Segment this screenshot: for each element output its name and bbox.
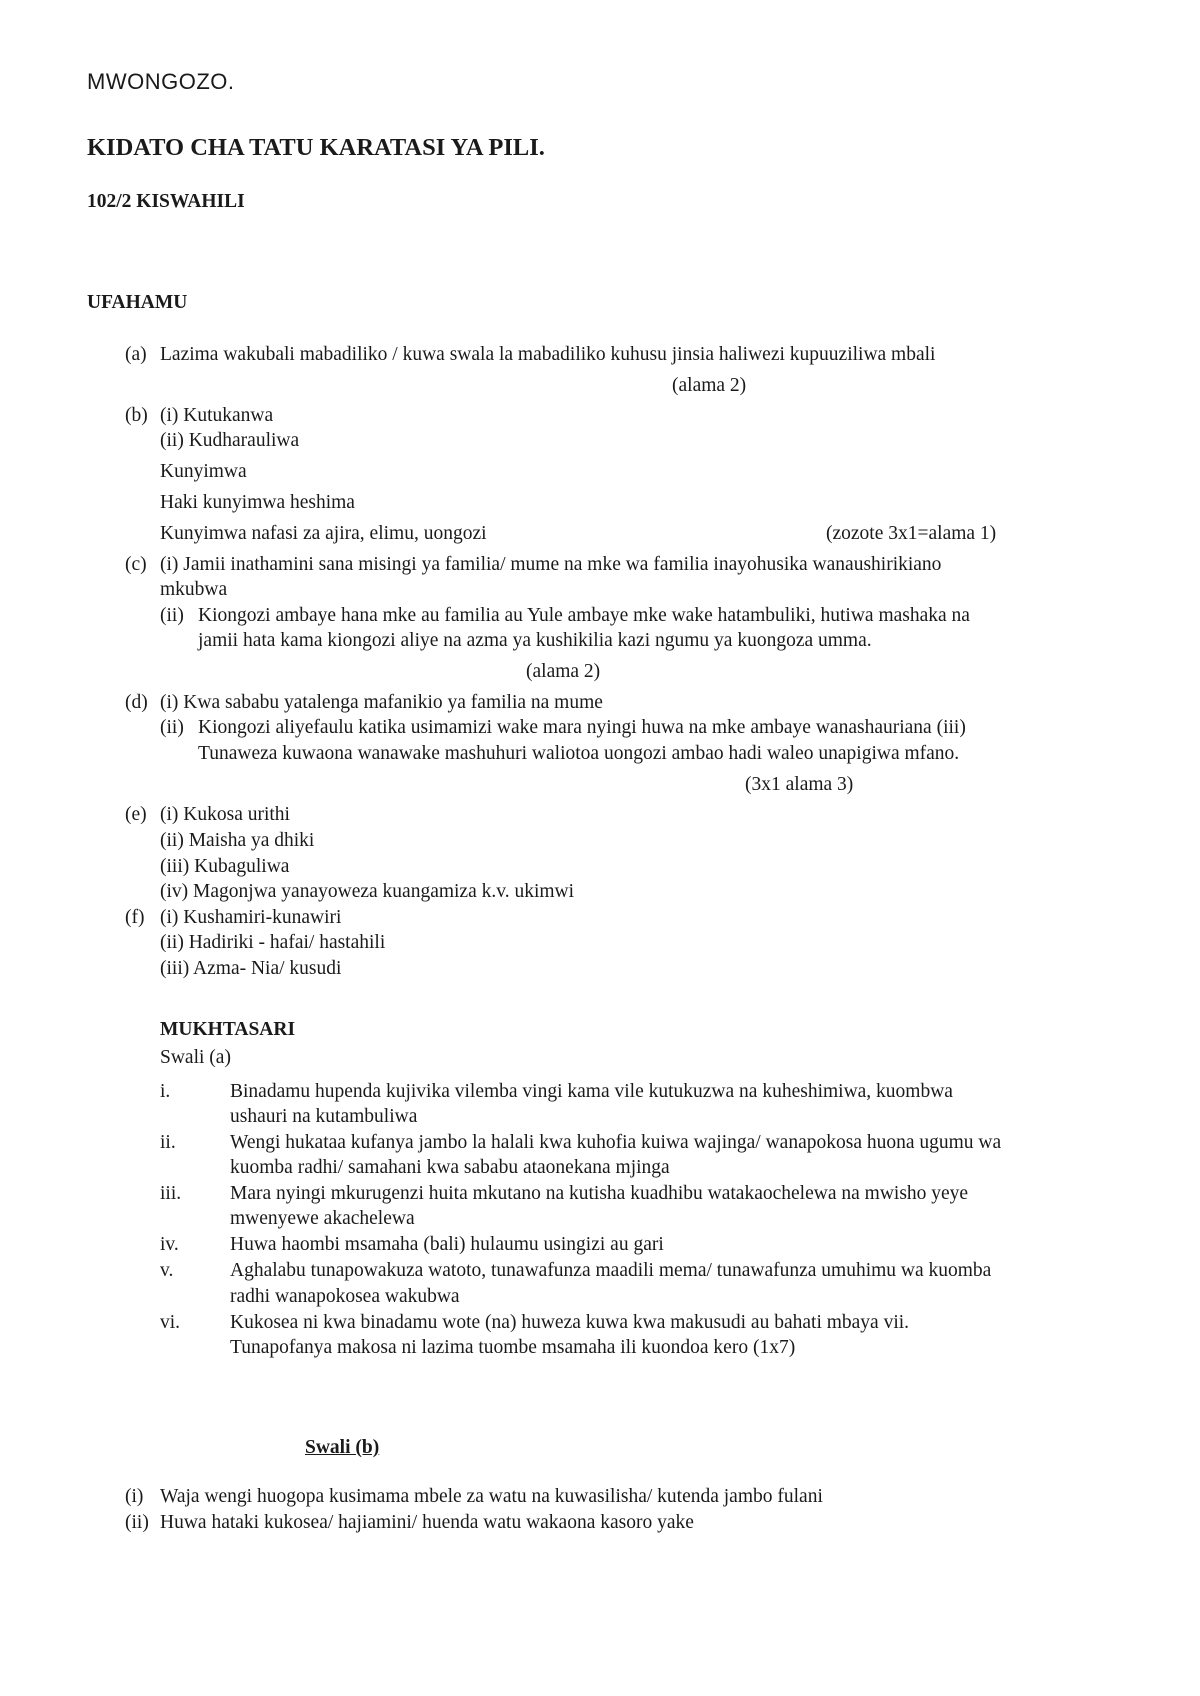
swali-b-item-text: Waja wengi huogopa kusimama mbele za watu na kuwasilisha/ kutenda jambo fulani: [160, 1486, 823, 1507]
question-d-item-i: (i) Kwa sababu yatalenga mafanikio ya familia na mume: [160, 692, 603, 713]
swali-b-item-num: (i): [125, 1486, 144, 1507]
section-heading-ufahamu: UFAHAMU: [87, 292, 188, 313]
paper-title: KIDATO CHA TATU KARATASI YA PILI.: [87, 134, 545, 161]
summary-item-num: iv.: [160, 1234, 179, 1255]
question-b-line: Haki kunyimwa heshima: [160, 492, 355, 513]
guide-title: MWONGOZO.: [87, 69, 235, 94]
summary-item-text: Wengi hukataa kufanya jambo la halali kwa kuhofia kuiwa wajinga/ wanapokosa huona ugumu wa: [230, 1132, 1002, 1153]
summary-item-text-cont: Tunapofanya makosa ni lazima tuombe msamaha ili kuondoa kero (1x7): [230, 1337, 796, 1358]
summary-item-num: ii.: [160, 1132, 176, 1153]
summary-item-text-cont: ushauri na kutambuliwa: [230, 1106, 418, 1127]
question-e-item-i: (i) Kukosa urithi: [160, 804, 290, 825]
question-c-item-ii-label: (ii): [160, 605, 184, 626]
summary-item-num: vi.: [160, 1312, 181, 1333]
question-b-line: Kunyimwa nafasi za ajira, elimu, uongozi: [160, 523, 487, 544]
question-a-text: Lazima wakubali mabadiliko / kuwa swala la mabadiliko kuhusu jinsia haliwezi kupuuziliwa mbali: [160, 344, 936, 365]
summary-item-text-cont: kuomba radhi/ samahani kwa sababu ataonekana mjinga: [230, 1157, 670, 1178]
summary-item-text-cont: radhi wanapokosea wakubwa: [230, 1286, 460, 1307]
summary-item-text: Binadamu hupenda kujivika vilemba vingi kama vile kutukuzwa na kuheshimiwa, kuombwa: [230, 1081, 953, 1102]
question-d-marks: (3x1 alama 3): [745, 774, 854, 795]
summary-item-num: iii.: [160, 1183, 182, 1204]
question-c-item-i-cont: mkubwa: [160, 579, 228, 600]
swali-b-item-num: (ii): [125, 1512, 149, 1533]
question-b-label: (b): [125, 405, 148, 426]
summary-item-text: Kukosea ni kwa binadamu wote (na) huweza kuwa kwa makusudi au bahati mbaya vii.: [230, 1312, 910, 1333]
question-c-item-ii: Kiongozi ambaye hana mke au familia au Yule ambaye mke wake hatambuliki, hutiwa mashaka na: [198, 605, 970, 626]
question-d-item-ii: Kiongozi aliyefaulu katika usimamizi wake mara nyingi huwa na mke ambaye wanashauriana (iii): [198, 717, 966, 738]
swali-b-item-text: Huwa hataki kukosea/ hajiamini/ huenda watu wakaona kasoro yake: [160, 1512, 694, 1533]
summary-item-text: Huwa haombi msamaha (bali) hulaumu usingizi au gari: [230, 1234, 664, 1255]
question-f-item-iii: (iii) Azma- Nia/ kusudi: [160, 958, 342, 979]
summary-item-text: Aghalabu tunapowakuza watoto, tunawafunza maadili mema/ tunawafunza umuhimu wa kuomba: [230, 1260, 992, 1281]
question-f-label: (f): [125, 907, 145, 928]
question-e-item-ii: (ii) Maisha ya dhiki: [160, 830, 315, 851]
summary-item-num: i.: [160, 1081, 171, 1102]
question-b-marks: (zozote 3x1=alama 1): [826, 523, 997, 544]
question-d-item-ii-label: (ii): [160, 717, 184, 738]
question-c-marks: (alama 2): [526, 661, 601, 682]
question-e-item-iii: (iii) Kubaguliwa: [160, 856, 290, 877]
question-b-item-ii: (ii) Kudharauliwa: [160, 430, 300, 451]
question-f-item-ii: (ii) Hadiriki - hafai/ hastahili: [160, 932, 386, 953]
summary-item-text: Mara nyingi mkurugenzi huita mkutano na kutisha kuadhibu watakaochelewa na mwisho yeye: [230, 1183, 969, 1204]
summary-item-text-cont: mwenyewe akachelewa: [230, 1208, 415, 1229]
swali-b-heading: Swali (b): [305, 1437, 380, 1458]
question-d-label: (d): [125, 692, 148, 713]
question-b-item-i: (i) Kutukanwa: [160, 405, 274, 426]
question-a-marks: (alama 2): [672, 375, 747, 396]
question-f-item-i: (i) Kushamiri-kunawiri: [160, 907, 342, 928]
question-e-item-iv: (iv) Magonjwa yanayoweza kuangamiza k.v. ukimwi: [160, 881, 575, 902]
question-a-label: (a): [125, 344, 147, 365]
question-e-label: (e): [125, 804, 147, 825]
question-c-label: (c): [125, 554, 147, 575]
swali-a-heading: Swali (a): [160, 1047, 231, 1068]
summary-item-num: v.: [160, 1260, 174, 1281]
section-heading-mukhtasari: MUKHTASARI: [160, 1019, 296, 1040]
question-c-item-i: (i) Jamii inathamini sana misingi ya familia/ mume na mke wa familia inayohusika wanaushirikiano: [160, 554, 942, 575]
subject-code: 102/2 KISWAHILI: [87, 191, 245, 212]
question-b-line: Kunyimwa: [160, 461, 247, 482]
question-d-item-iii: Tunaweza kuwaona wanawake mashuhuri waliotoa uongozi ambao hadi waleo unapigiwa mfano.: [198, 743, 960, 764]
question-c-item-ii-cont: jamii hata kama kiongozi aliye na azma ya kushikilia kazi ngumu ya kuongoza umma.: [198, 630, 872, 651]
